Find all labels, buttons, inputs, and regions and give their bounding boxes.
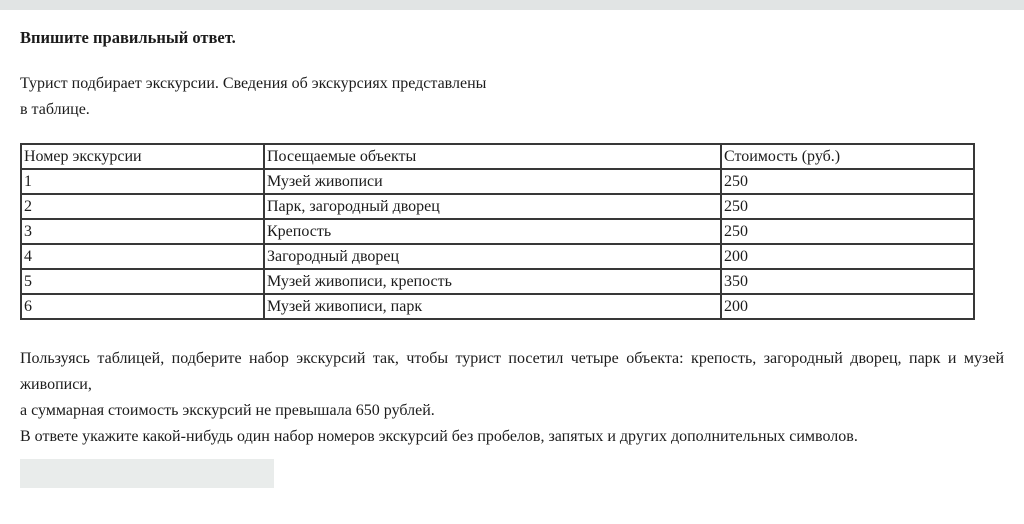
cell-number: 1	[21, 169, 264, 194]
cell-objects: Музей живописи, крепость	[264, 269, 721, 294]
cell-number: 4	[21, 244, 264, 269]
cell-cost: 350	[721, 269, 974, 294]
header-excursion-number: Номер экскурсии	[21, 144, 264, 169]
table-header-row	[21, 144, 974, 169]
cell-number: 2	[21, 194, 264, 219]
table-row	[21, 269, 974, 294]
cell-cost: 250	[721, 219, 974, 244]
table-row	[21, 169, 974, 194]
cell-cost: 200	[721, 244, 974, 269]
table-row	[21, 294, 974, 319]
cell-number: 3	[21, 219, 264, 244]
question-block	[20, 346, 1004, 450]
header-cost: Стоимость (руб.)	[721, 144, 974, 169]
cell-cost: 200	[721, 294, 974, 319]
table-row	[21, 219, 974, 244]
table-row	[21, 194, 974, 219]
cell-cost: 250	[721, 194, 974, 219]
excursions-table	[20, 143, 975, 320]
cell-objects: Парк, загородный дворец	[264, 194, 721, 219]
cell-objects: Крепость	[264, 219, 721, 244]
cell-number: 5	[21, 269, 264, 294]
cell-cost: 250	[721, 169, 974, 194]
task-heading: Впишите правильный ответ.	[20, 28, 236, 47]
answer-input[interactable]	[20, 459, 274, 488]
condition-text: а суммарная стоимость экскурсий не превышала 650 рублей.	[20, 402, 435, 419]
cell-objects: Загородный дворец	[264, 244, 721, 269]
table-row	[21, 244, 974, 269]
cell-objects: Музей живописи, парк	[264, 294, 721, 319]
cell-objects: Музей живописи	[264, 169, 721, 194]
instruction-text: В ответе укажите какой-нибудь один набор номеров экскурсий без пробелов, запятых и других дополнительных символов.	[20, 428, 858, 445]
intro-line-1: Турист подбирает экскурсии. Сведения об экскурсиях представлены	[20, 75, 487, 92]
top-bar	[0, 0, 1024, 10]
task-container	[0, 10, 1024, 450]
cell-number: 6	[21, 294, 264, 319]
header-visited-objects: Посещаемые объекты	[264, 144, 721, 169]
question-text: Пользуясь таблицей, подберите набор экскурсий так, чтобы турист посетил четыре объекта: крепость, загородный дворец, парк и музей живописи,	[20, 350, 1004, 393]
intro-line-2: в таблице.	[20, 101, 90, 118]
intro-paragraph	[20, 71, 1004, 123]
